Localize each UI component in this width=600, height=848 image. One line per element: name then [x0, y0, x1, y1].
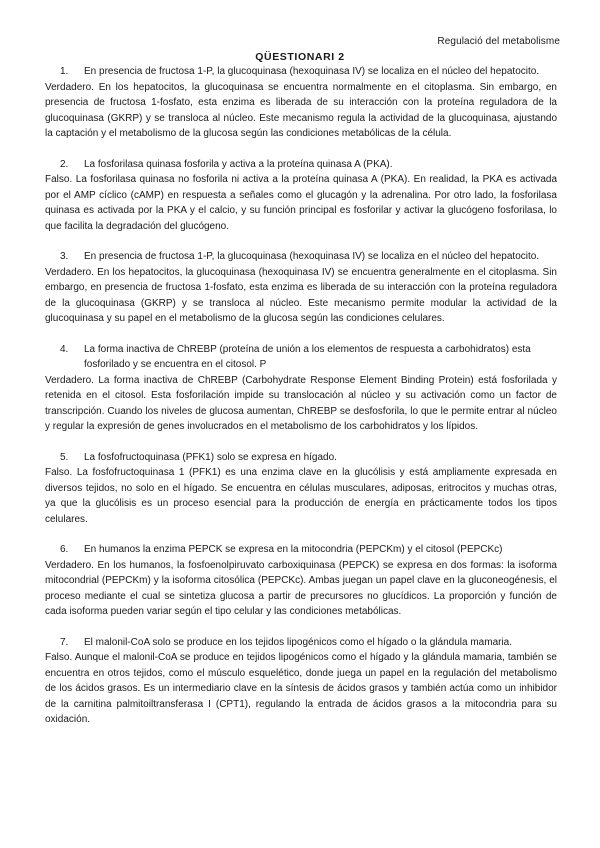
- question-text: En humanos la enzima PEPCK se expresa en la mitocondria (PEPCKm) y el citosol (PEPCKc): [84, 544, 503, 555]
- question-text: En presencia de fructosa 1-P, la glucoquinasa (hexoquinasa IV) se localiza en el núcleo del hepatocito.: [84, 66, 540, 77]
- question-text: La fosfofructoquinasa (PFK1) solo se expresa en hígado.: [84, 451, 337, 463]
- question-text: La fosforilasa quinasa fosforila y activa a la proteína quinasa A (PKA).: [84, 158, 393, 170]
- question-block: [45, 450, 557, 528]
- question-text: La forma inactiva de ChREBP (proteína de unión a los elementos de respuesta a carbohidratos) esta fosforilado y se encuentra en el citosol. P: [84, 343, 531, 370]
- question-number: 3.: [60, 251, 69, 262]
- question-number: 1.: [60, 66, 69, 77]
- question-statement: [45, 64, 557, 80]
- question-statement: [45, 542, 557, 558]
- question-statement: [45, 635, 557, 651]
- answer-paragraph: Falso. La fosfofructoquinasa 1 (PFK1) es una enzima clave en la glucólisis y está ampliamente expresada en diversos tejidos, no solo en el hígado. Se encuentra en células musculares, adiposas, eritrocitos y muchas otras, ya que la glucólisis es un proceso esencial para la producción de energía en prácticamente todos los tipos celulares.: [45, 467, 557, 525]
- questionnaire-body: [45, 64, 557, 743]
- question-number: 7.: [60, 636, 69, 648]
- running-header: Regulació del metabolisme: [437, 36, 560, 47]
- question-number: 4.: [60, 343, 69, 355]
- answer-paragraph: Verdadero. En los humanos, la fosfoenolpiruvato carboxiquinasa (PEPCK) se expresa en dos formas: la isoforma mitocondrial (PEPCKm) y la isoforma citosólica (PEPCKc). Ambas juegan un papel clave en la gluconeogénesis, el proceso mediante el cual se sintetiza glucosa a partir de precursores no glucídicos. La proporción y función de cada isoforma pueden variar según el tipo celular y las condiciones metabólicas.: [45, 559, 557, 617]
- question-number: 6.: [60, 544, 69, 555]
- question-number: 5.: [60, 451, 69, 463]
- question-statement: [45, 249, 557, 265]
- question-block: [45, 342, 557, 435]
- question-block: [45, 635, 557, 728]
- question-statement: [45, 342, 557, 373]
- answer-paragraph: Verdadero. En los hepatocitos, la glucoquinasa se encuentra normalmente en el citoplasma. Sin embargo, en presencia de fructosa 1-fosfato, esta enzima es liberada de su interacción con la proteína reguladora de la glucoquinasa (GKRP) y se transloca al núcleo. Este mecanismo regula la actividad de la glucoquinasa, ajustando la captación y el metabolismo de la glucosa según las condiciones metabólicas de la célula.: [45, 81, 557, 139]
- question-statement: [45, 157, 557, 173]
- answer-paragraph: Falso. Aunque el malonil-CoA se produce en tejidos lipogénicos como el hígado y la glándula mamaria, también se encuentra en otros tejidos, como el músculo esquelético, donde juega un papel en la regulación del metabolismo de los ácidos grasos. Es un intermediario clave en la síntesis de ácidos grasos y también actúa como un inhibidor de la carnitina palmitoiltransferasa I (CPT1), regulando la entrada de ácidos grasos a la mitocondria para su oxidación.: [45, 652, 557, 725]
- question-block: [45, 542, 557, 620]
- question-block: [45, 157, 557, 235]
- question-statement: [45, 450, 557, 466]
- question-text: El malonil-CoA solo se produce en los tejidos lipogénicos como el hígado o la glándula mamaria.: [84, 636, 513, 648]
- question-text: En presencia de fructosa 1-P, la glucoquinasa (hexoquinasa IV) se localiza en el núcleo del hepatocito.: [84, 251, 540, 262]
- question-block: [45, 249, 557, 327]
- answer-paragraph: Falso. La fosforilasa quinasa no fosforila ni activa a la proteína quinasa A (PKA). En realidad, la PKA es activada por el AMP cíclico (cAMP) en respuesta a señales como el glucagón y la adrenalina. Por otro lado, la fosforilasa quinasa es activada por la PKA y el calcio, y su función principal es fosforilar y activar la glucógeno fosforilasa, lo que facilita la degradación del glucógeno.: [45, 174, 557, 232]
- question-block: [45, 64, 557, 142]
- answer-paragraph: Verdadero. En los hepatocitos, la glucoquinasa (hexoquinasa IV) se encuentra generalmente en el citoplasma. Sin embargo, en presencia de fructosa 1-fosfato, esta enzima es liberada de su interacción con la proteína reguladora de la glucoquinasa (GKRP) y se transloca al núcleo. Este mecanismo permite modular la actividad de la glucoquinasa y su papel en el metabolismo de la glucosa según las condiciones celulares.: [45, 266, 557, 324]
- question-number: 2.: [60, 158, 69, 170]
- answer-paragraph: Verdadero. La forma inactiva de ChREBP (Carbohydrate Response Element Binding Protein) está fosforilada y retenida en el citosol. Esta fosforilación impide su translocación al núcleo y su activación como un factor de transcripción. Cuando los niveles de glucosa aumentan, ChREBP se desfosforila, lo que le permite entrar al núcleo y regular la expresión de genes involucrados en el metabolismo de los carbohidratos y los lípidos.: [45, 374, 557, 432]
- page-title: QÜESTIONARI 2: [255, 51, 345, 63]
